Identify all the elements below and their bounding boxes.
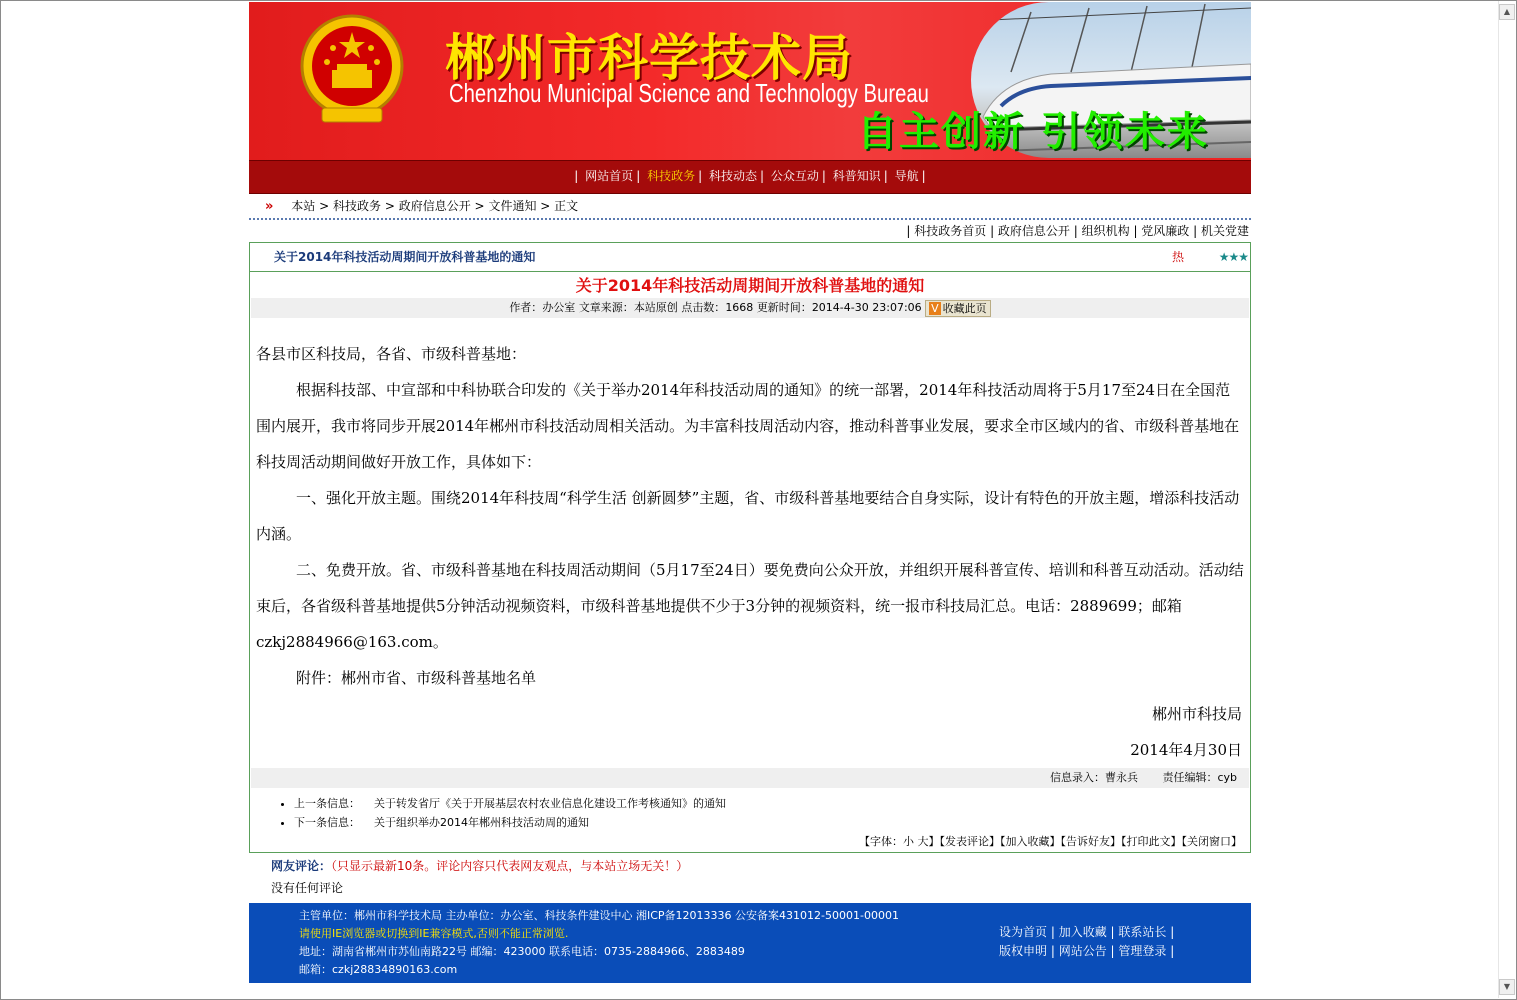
prev-label: 上一条信息： bbox=[294, 797, 360, 810]
list-item bbox=[294, 794, 1250, 813]
comments-empty: 没有任何评论 bbox=[271, 881, 344, 895]
source-value: 本站原创 bbox=[633, 301, 678, 314]
site-title-en: Chenzhou Municipal Science and Technology Bureau bbox=[449, 78, 929, 108]
breadcrumb-gov-affairs[interactable]: 科技政务 bbox=[332, 199, 381, 213]
updated-label: 更新时间： bbox=[756, 301, 812, 314]
editor-label: 责任编辑： bbox=[1162, 771, 1218, 784]
tell-friend-link[interactable]: 【告诉好友】 bbox=[1060, 835, 1121, 848]
footer-browser-warning: 请使用IE浏览器或切换到IE兼容模式,否则不能正常浏览. bbox=[299, 927, 569, 940]
site-footer bbox=[249, 903, 1251, 983]
site-banner bbox=[249, 2, 1251, 160]
subnav-item-gov-home[interactable]: 科技政务首页 bbox=[914, 224, 987, 238]
paragraph: 根据科技部、中宣部和中科协联合印发的《关于举办2014年科技活动周的通知》的统一部署，2014年科技活动周将于5月17至24日在全国范围内展开，我市将同步开展2014年郴州市科技活动周相关活动。为丰富科技周活动内容，推动科普事业发展，要求全市区域内的省、市级科普基地在科技周活动期间做好开放工作，具体如下： bbox=[256, 381, 1240, 471]
salutation: 各县市区科技局，各省、市级科普基地： bbox=[256, 345, 527, 363]
nav-item-guide[interactable]: 导航 bbox=[894, 169, 919, 183]
contact-admin-link[interactable]: 联系站长 bbox=[1118, 925, 1167, 939]
signature-date: 2014年4月30日 bbox=[1130, 741, 1242, 759]
scroll-up-icon[interactable]: ▲ bbox=[1499, 4, 1515, 20]
set-homepage-link[interactable]: 设为首页 bbox=[999, 925, 1048, 939]
nav-item-news[interactable]: 科技动态 bbox=[708, 169, 757, 183]
add-favorite-footer-link[interactable]: 加入收藏 bbox=[1058, 925, 1107, 939]
font-size-bracket: 】 bbox=[928, 835, 940, 848]
article-panel bbox=[249, 242, 1251, 853]
subnav-item-party[interactable]: 机关党建 bbox=[1200, 224, 1249, 238]
updated-value: 2014-4-30 23:07:06 bbox=[811, 301, 922, 314]
list-item bbox=[294, 813, 1250, 832]
rating-stars-icon: ★★★ bbox=[1218, 250, 1248, 264]
signature-org: 郴州市科技局 bbox=[1151, 705, 1242, 723]
article-title: 关于2014年科技活动周期间开放科普基地的通知 bbox=[575, 276, 925, 295]
admin-login-link[interactable]: 管理登录 bbox=[1118, 944, 1167, 958]
footer-info bbox=[299, 907, 899, 979]
copyright-link[interactable]: 版权申明 bbox=[999, 944, 1048, 958]
entry-person: 曹永兵 bbox=[1104, 771, 1138, 784]
breadcrumb-sep: > bbox=[319, 199, 330, 213]
add-favorite-link[interactable]: 【加入收藏】 bbox=[1000, 835, 1061, 848]
article-header-title: 关于2014年科技活动周期间开放科普基地的通知 bbox=[274, 250, 536, 264]
footer-address: 地址：湖南省郴州市苏仙南路22号 邮编：423000 联系电话：0735-2884966、2883489 bbox=[299, 945, 745, 958]
prev-article-link[interactable]: 关于转发省厅《关于开展基层农村农业信息化建设工作考核通知》的通知 bbox=[374, 797, 726, 810]
bookmark-button[interactable] bbox=[925, 300, 991, 317]
sub-nav: | 科技政务首页 | 政府信息公开 | 组织机构 | 党风廉政 | 机关党建 bbox=[906, 224, 1249, 238]
site-notice-link[interactable]: 网站公告 bbox=[1058, 944, 1107, 958]
article-meta bbox=[251, 298, 1249, 318]
main-nav: | 网站首页 | 科技政务 | 科技动态 | 公众互动 | 科普知识 | 导航 | bbox=[249, 160, 1251, 194]
subnav-item-integrity[interactable]: 党风廉政 bbox=[1141, 224, 1190, 238]
breadcrumb bbox=[249, 194, 1251, 220]
attachment-line: 附件：郴州市省、市级科普基地名单 bbox=[296, 669, 537, 687]
editor-info bbox=[251, 768, 1249, 788]
nav-item-home[interactable]: 网站首页 bbox=[585, 169, 634, 183]
bookmark-icon: V bbox=[931, 301, 939, 315]
double-chevron-icon: » bbox=[265, 199, 274, 214]
post-comment-link[interactable]: 【发表评论】 bbox=[939, 835, 1000, 848]
paragraph: 二、免费开放。省、市级科普基地在科技周活动期间（5月17至24日）要免费向公众开放，并组织开展科普宣传、培训和科普互动活动。活动结束后，各省级科普基地提供5分钟活动视频资料，市级科普基地提供不少于3分钟的视频资料，统一报市科技局汇总。电话：2889699；邮箱czkj2884966@163.com。 bbox=[256, 561, 1244, 651]
breadcrumb-sep: > bbox=[540, 199, 551, 213]
breadcrumb-info-public[interactable]: 政府信息公开 bbox=[398, 199, 471, 213]
print-link[interactable]: 【打印此文】 bbox=[1121, 835, 1182, 848]
article-header-bar bbox=[250, 243, 1250, 272]
subnav-item-info-public[interactable]: 政府信息公开 bbox=[997, 224, 1070, 238]
close-window-link[interactable]: 【关闭窗口】 bbox=[1181, 835, 1242, 848]
nav-item-public[interactable]: 公众互动 bbox=[770, 169, 819, 183]
font-size-label: 【字体： bbox=[859, 835, 903, 848]
site-title-cn: 郴州市科学技术局 bbox=[445, 29, 853, 87]
bookmark-button-label: 收藏此页 bbox=[942, 301, 987, 315]
nav-item-gov-affairs[interactable]: 科技政务 bbox=[647, 169, 696, 183]
font-large-button[interactable]: 大 bbox=[917, 835, 929, 848]
clicks-value: 1668 bbox=[725, 301, 754, 314]
nav-item-science[interactable]: 科普知识 bbox=[832, 169, 881, 183]
next-article-link[interactable]: 关于组织举办2014年郴州科技活动周的通知 bbox=[374, 816, 589, 829]
author-label: 作者： bbox=[509, 301, 543, 314]
national-emblem-icon bbox=[297, 12, 407, 130]
source-label: 文章来源： bbox=[578, 301, 634, 314]
entry-label: 信息录入： bbox=[1049, 771, 1105, 784]
paragraph: 一、强化开放主题。围绕2014年科技周“科学生活 创新圆梦”主题，省、市级科普基地要结合自身实际，设计有特色的开放主题，增添科技活动内涵。 bbox=[256, 489, 1240, 543]
subnav-item-org[interactable]: 组织机构 bbox=[1081, 224, 1130, 238]
clicks-label: 点击数： bbox=[681, 301, 726, 314]
font-small-button[interactable]: 小 bbox=[903, 835, 914, 848]
breadcrumb-current: 正文 bbox=[554, 199, 579, 213]
breadcrumb-sep: > bbox=[474, 199, 485, 213]
article-body bbox=[250, 318, 1250, 768]
comments-label: 网友评论： bbox=[271, 859, 332, 873]
vertical-scrollbar[interactable] bbox=[1498, 1, 1516, 998]
breadcrumb-sep: > bbox=[384, 199, 395, 213]
footer-email: 邮箱：czkj28834890163.com bbox=[299, 963, 458, 976]
prev-next-list bbox=[250, 794, 1250, 832]
comments-section bbox=[249, 855, 1251, 899]
breadcrumb-notices[interactable]: 文件通知 bbox=[488, 199, 537, 213]
breadcrumb-home[interactable]: 本站 bbox=[291, 199, 316, 213]
banner-slogan: 自主创新 引领未来 bbox=[857, 109, 1209, 155]
next-label: 下一条信息： bbox=[294, 816, 360, 829]
footer-sponsor: 主管单位：郴州市科学技术局 主办单位：办公室、科技条件建设中心 湘ICP备12013336 公安备案431012-50001-00001 bbox=[299, 909, 899, 922]
editor-value: cyb bbox=[1217, 771, 1237, 784]
comments-note: （只显示最新10条。评论内容只代表网友观点，与本站立场无关！） bbox=[331, 859, 689, 873]
hot-badge: 热 bbox=[1172, 250, 1185, 264]
author-value: 办公室 bbox=[542, 301, 576, 314]
article-tools bbox=[250, 832, 1250, 852]
page-container bbox=[249, 2, 1251, 983]
scroll-down-icon[interactable]: ▼ bbox=[1499, 979, 1515, 995]
footer-links: 设为首页 | 加入收藏 | 联系站长 | 版权申明 | 网站公告 | 管理登录 | bbox=[999, 925, 1175, 958]
